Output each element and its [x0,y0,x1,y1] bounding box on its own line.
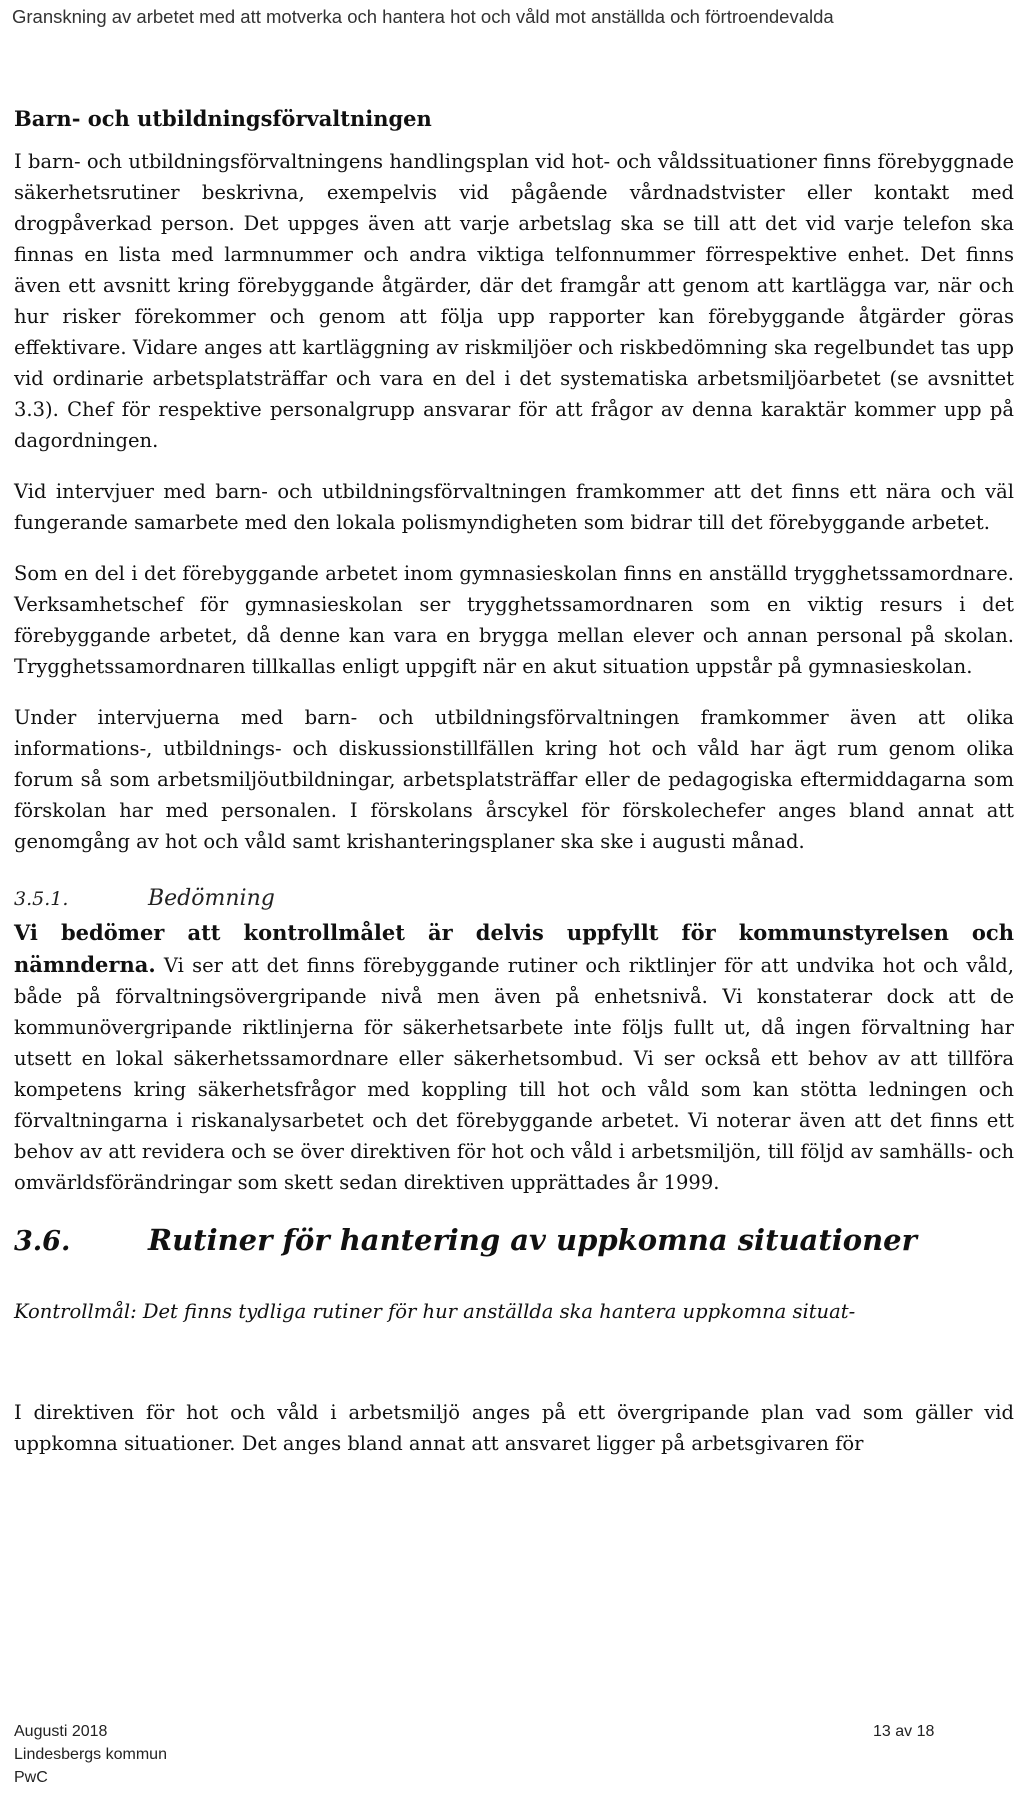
footer-organization: Lindesbergs kommun [14,1746,167,1763]
footer-firm: PwC [14,1769,48,1786]
document-body [14,104,1014,1479]
body-paragraph: I barn- och utbildningsförvaltningens handlingsplan vid hot- och våldssituationer finns förebyggnade säkerhetsrutiner beskrivna, exempelvis vid pågående vårdnadstvister eller kontakt med drogpåverkad person. Det uppges även att varje arbetslag ska se till att det vid varje telefon ska finnas en lista med larmnummer och andra viktiga telfonnummer förrespektive enhet. Det finns även ett avsnitt kring förebyggande åtgärder, där det framgår att genom att kartlägga var, när och hur risker förekommer och genom att följa upp rapporter kan förebyggande åtgärder göras effektivare. Vidare anges att kartläggning av riskmiljöer och riskbedömning ska regelbundet tas upp vid ordinarie arbetsplatsträffar och vara en del i det systematiska arbetsmiljöarbetet (se avsnittet 3.3). Chef för respektive personalgrupp ansvarar för att frågor av denna karaktär kommer upp på dagordningen. [14,150,1014,452]
assessment-body: Vi ser att det finns förebyggande rutiner och riktlinjer för att undvika hot och våld, både på förvaltningsövergripande nivå men även på enhetsnivå. Vi konstaterar dock att de kommunövergripande riktlinjerna för säkerhetsarbete inte följs fullt ut, då ingen förvaltning har utsett en lokal säkerhetssamordnare eller säkerhetsombud. Vi ser också ett behov av att tillföra kompetens kring säkerhetsfrågor med koppling till hot och våld som kan stötta ledningen och förvaltningarna i riskanalysarbetet och det förebyggande arbetet. Vi noterar även att det finns ett behov av att revidera och se över direktiven för hot och våld i arbetsmiljön, till följd av samhälls- och omvärldsförändringar som skett sedan direktiven upprättades år 1999. [14,954,1014,1194]
assessment-paragraph [14,917,1014,1198]
running-header: Granskning av arbetet med att motverka och hantera hot och våld mot anställda och förtroendevalda [12,6,834,27]
assessment-lead: Vi bedömer att kontrollmålet är delvis uppfyllt för kommunstyrelsen och nämnderna. [14,920,1014,977]
footer-left [14,1720,167,1789]
section-number: 3.6. [14,1226,71,1257]
body-paragraph: Vid intervjuer med barn- och utbildningsförvaltningen framkommer att det finns ett nära och väl fungerande samarbete med den lokala polismyndigheten som bidrar till det förebyggande arbetet. [14,480,1014,534]
section-title: Rutiner för hantering av uppkomna situationer [148,1223,917,1257]
assessment-heading [14,881,1014,917]
body-paragraph: Som en del i det förebyggande arbetet inom gymnasieskolan finns en anställd trygghetssamordnare. Verksamhetschef för gymnasieskolan ser trygghetssamordnaren som en viktig resurs i det förebyggande arbetet, då denne kan vara en brygga mellan elever och annan personal på skolan. Trygghetssamordnaren tillkallas enligt uppgift när en akut situation uppstår på gymnasieskolan. [14,562,1014,678]
assessment-title: Bedömning [148,886,275,911]
control-goal: Kontrollmål: Det finns tydliga rutiner för hur anställda ska hantera uppkomna situat- [14,1300,856,1323]
assessment-number: 3.5.1. [14,888,69,910]
section-heading: Barn- och utbildningsförvaltningen [14,106,432,131]
body-paragraph: I direktiven för hot och våld i arbetsmiljö anges på ett övergripande plan vad som gäller vid uppkomna situationer. Det anges bland annat att ansvaret ligger på arbetsgivaren för [14,1401,1014,1455]
section-3-6-heading [14,1220,1014,1262]
page-number: 13 av 18 [873,1723,935,1740]
body-paragraph: Under intervjuerna med barn- och utbildningsförvaltningen framkommer även att olika informations-, utbildnings- och diskussionstillfällen kring hot och våld har ägt rum genom olika forum så som arbetsmiljöutbildningar, arbetsplatsträffar eller de pedagogiska eftermiddagarna som förskolan har med personalen. I förskolans årscykel för förskolechefer anges bland annat att genomgång av hot och våld samt krishanteringsplaner ska ske i augusti månad. [14,706,1014,853]
footer-date: Augusti 2018 [14,1723,108,1740]
